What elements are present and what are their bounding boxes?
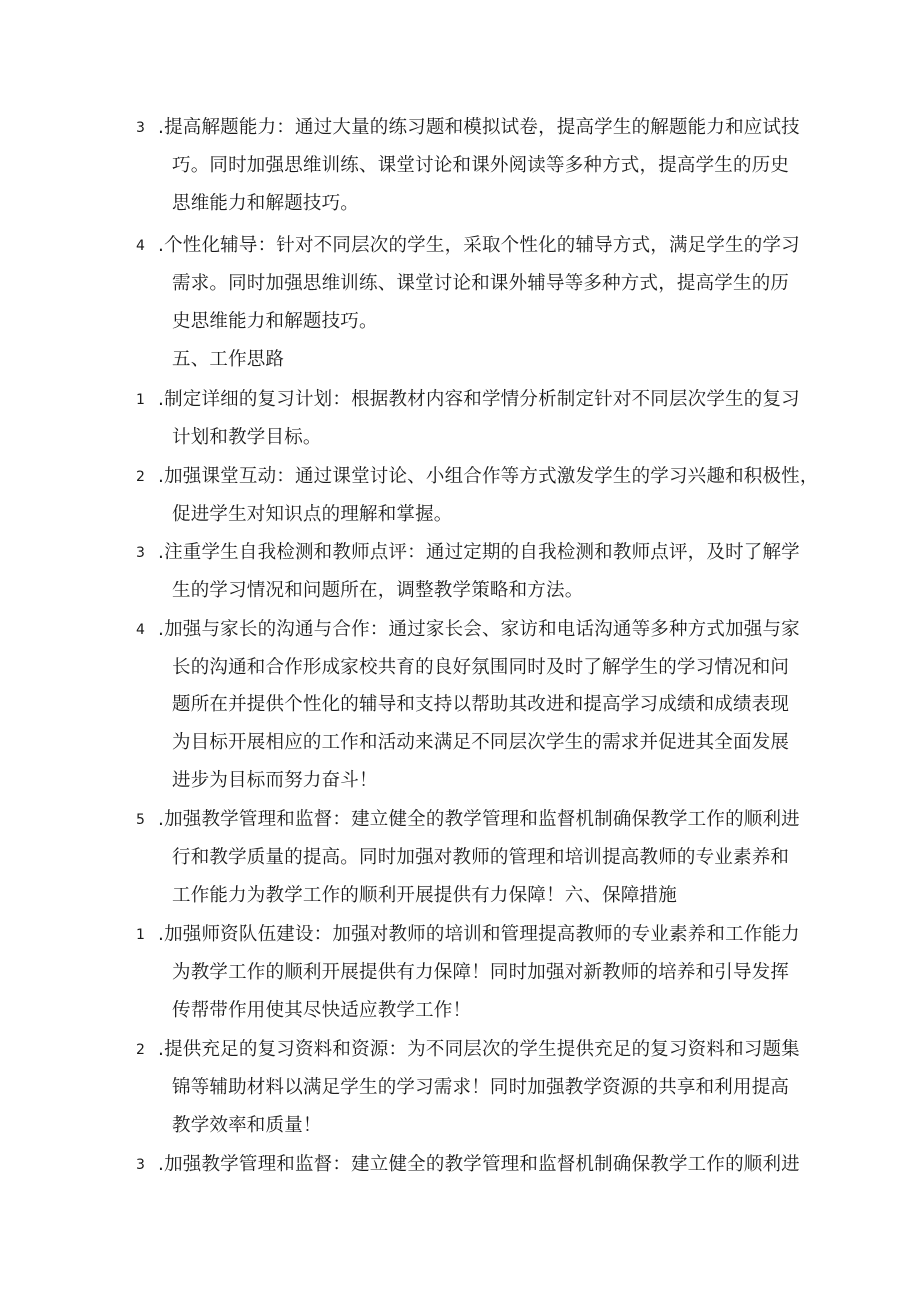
paragraph-line: 为教学工作的顺利开展提供有力保障！同时加强对新教师的培养和引导发挥 <box>172 962 790 983</box>
paragraph-line: .注重学生自我检测和教师点评：通过定期的自我检测和教师点评，及时了解学 <box>158 542 800 563</box>
paragraph-line: 需求。同时加强思维训练、课堂讨论和课外辅导等多种方式，提高学生的历 <box>172 273 790 294</box>
paragraph-line: 为目标开展相应的工作和活动来满足不同层次学生的需求并促进其全面发展 <box>172 732 790 753</box>
list-number: 3 <box>136 1157 145 1173</box>
paragraph-line: .加强与家长的沟通与合作：通过家长会、家访和电话沟通等多种方式加强与家 <box>158 619 800 640</box>
paragraph-line: 传帮带作用使其尽快适应教学工作！ <box>172 1000 472 1021</box>
paragraph-line: 促进学生对知识点的理解和掌握。 <box>172 504 453 525</box>
paragraph-line: 长的沟通和合作形成家校共育的良好氛围同时及时了解学生的学习情况和问 <box>172 657 790 678</box>
list-number: 1 <box>136 927 145 943</box>
paragraph-line: 工作能力为教学工作的顺利开展提供有力保障！六、保障措施 <box>172 885 677 906</box>
paragraph-line: 生的学习情况和问题所在，调整教学策略和方法。 <box>172 580 584 601</box>
list-number: 4 <box>136 238 145 254</box>
paragraph-line: 巧。同时加强思维训练、课堂讨论和课外阅读等多种方式，提高学生的历史 <box>172 155 790 176</box>
list-number: 3 <box>136 545 145 561</box>
list-number: 1 <box>136 392 145 408</box>
list-number: 4 <box>136 622 145 638</box>
paragraph-line: .制定详细的复习计划：根据教材内容和学情分析制定针对不同层次学生的复习 <box>158 389 800 410</box>
list-number: 2 <box>136 469 145 485</box>
paragraph-line: .加强教学管理和监督：建立健全的教学管理和监督机制确保教学工作的顺利进 <box>158 1154 800 1175</box>
section-heading: 五、工作思路 <box>172 349 285 370</box>
paragraph-line: .提高解题能力：通过大量的练习题和模拟试卷，提高学生的解题能力和应试技 <box>158 117 800 138</box>
paragraph-line: 行和教学质量的提高。同时加强对教师的管理和培训提高教师的专业素养和 <box>172 847 790 868</box>
paragraph-line: 教学效率和质量！ <box>172 1115 322 1136</box>
paragraph-line: 题所在并提供个性化的辅导和支持以帮助其改进和提高学习成绩和成绩表现 <box>172 694 790 715</box>
paragraph-line: .提供充足的复习资料和资源：为不同层次的学生提供充足的复习资料和习题集 <box>158 1039 800 1060</box>
paragraph-line: .加强教学管理和监督：建立健全的教学管理和监督机制确保教学工作的顺利进 <box>158 809 800 830</box>
list-number: 3 <box>136 120 145 136</box>
paragraph-line: 锦等辅助材料以满足学生的学习需求！同时加强教学资源的共享和利用提高 <box>172 1077 790 1098</box>
paragraph-line: 计划和教学目标。 <box>172 427 322 448</box>
list-number: 2 <box>136 1042 145 1058</box>
paragraph-line: .加强师资队伍建设：加强对教师的培训和管理提高教师的专业素养和工作能力 <box>158 924 800 945</box>
paragraph-line: .个性化辅导：针对不同层次的学生，采取个性化的辅导方式，满足学生的学习 <box>158 235 800 256</box>
paragraph-line: .加强课堂互动：通过课堂讨论、小组合作等方式激发学生的学习兴趣和积极性， <box>158 466 819 487</box>
list-number: 5 <box>136 812 145 828</box>
paragraph-line: 史思维能力和解题技巧。 <box>172 311 378 332</box>
paragraph-line: 进步为目标而努力奋斗！ <box>172 770 378 791</box>
paragraph-line: 思维能力和解题技巧。 <box>172 193 360 214</box>
